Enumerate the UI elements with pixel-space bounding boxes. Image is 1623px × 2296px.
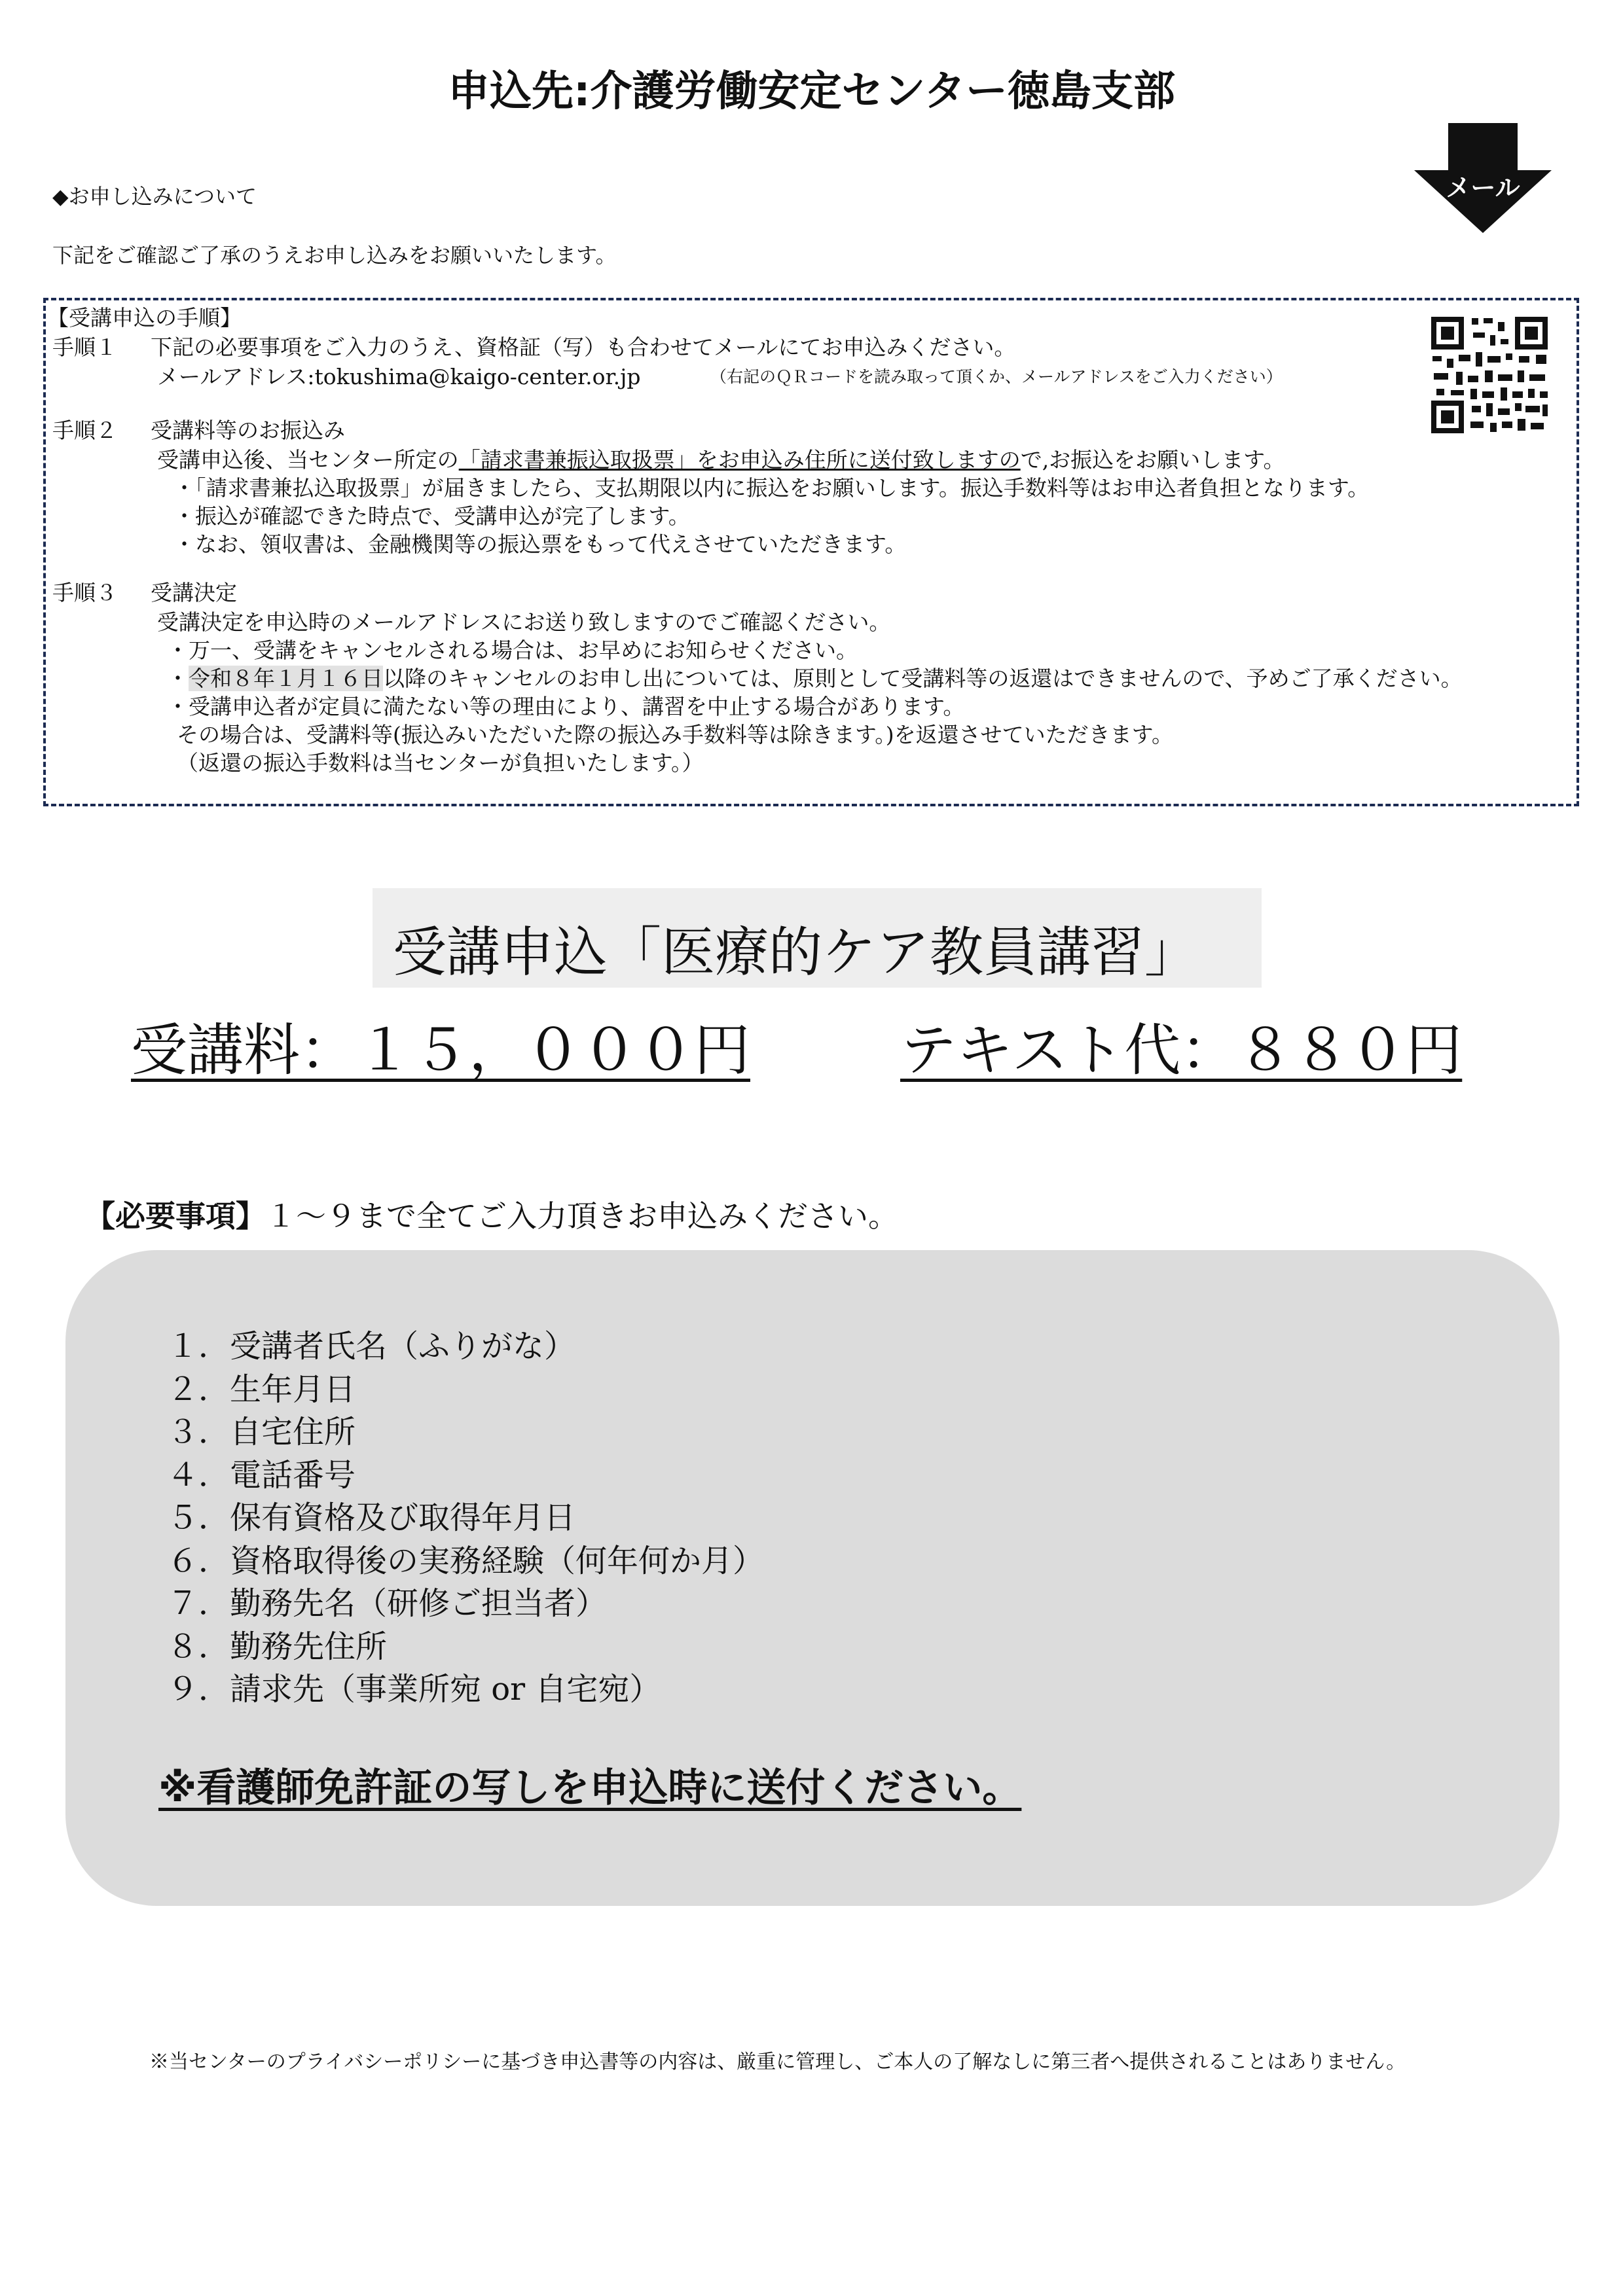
cancel-deadline-date: 令和８年１月１６日 xyxy=(189,666,383,691)
step1-text: 下記の必要事項をご入力のうえ、資格証（写）も合わせてメールにてお申込みください。 xyxy=(151,334,1016,360)
requirement-item: ２．生年月日 xyxy=(167,1371,356,1408)
requirement-item: ５．保有資格及び取得年月日 xyxy=(167,1499,576,1536)
step3-line3: ・令和８年１月１６日以降のキャンセルのお申し出については、原則として受講料等の返還はできませんので、予めご了承ください。 xyxy=(167,666,1463,691)
step3-line6: （返還の振込手数料は当センターが負担いたします。） xyxy=(177,750,704,776)
step3-line2: ・万一、受講をキャンセルされる場合は、お早めにお知らせください。 xyxy=(167,637,858,663)
step2-line1: 受講申込後、当センター所定の「請求書兼振込取扱票」をお申込み住所に送付致しますので,お振込をお願いします。 xyxy=(157,447,1285,473)
requirement-item: ９．請求先（事業所宛 or 自宅宛） xyxy=(167,1671,661,1708)
requirement-item: ６．資格取得後の実務経験（何年何か月） xyxy=(167,1542,765,1579)
step1-email[interactable]: メールアドレス:tokushima@kaigo-center.or.jp xyxy=(157,364,641,389)
step3-line5: その場合は、受講料等(振込みいただいた際の振込み手数料等は除きます。)を返還させていただきます。 xyxy=(177,722,1173,747)
mail-arrow-icon xyxy=(1414,123,1552,233)
tuition-fee: 受講料：１５，０００円 xyxy=(131,1018,750,1083)
step2-line2: ・「請求書兼払込取扱票」が届きましたら、支払期限以内に振込をお願いします。振込手数料等はお申込者負担となります。 xyxy=(173,475,1370,501)
procedure-heading: 【受講申込の手順】 xyxy=(47,305,242,331)
privacy-note: ※当センターのプライバシーポリシーに基づき申込書等の内容は、厳重に管理し、ご本人の了解なしに第三者へ提供されることはありません。 xyxy=(149,2051,1406,2073)
intro-heading: ◆お申し込みについて xyxy=(52,184,257,209)
requirements-heading: 【必要事項】１～９まで全てご入力頂きお申込みください。 xyxy=(85,1198,898,1234)
intro-text: 下記をご確認ご了承のうえお申し込みをお願いいたします。 xyxy=(52,243,617,268)
requirement-item: ８．勤務先住所 xyxy=(167,1628,388,1665)
step2-label: 手順２ xyxy=(52,418,117,443)
mail-arrow-label: メール xyxy=(1446,173,1520,202)
qr-code[interactable] xyxy=(1427,313,1552,437)
course-title: 受講申込「医療的ケア教員講習」 xyxy=(393,922,1199,984)
license-copy-notice: ※看護師免許証の写しを申込時に送付ください。 xyxy=(158,1765,1022,1811)
step2-invoice-underline: 「請求書兼振込取扱票」をお申込み住所に送付致しますの xyxy=(458,447,1021,473)
requirement-item: ７．勤務先名（研修ご担当者） xyxy=(167,1585,608,1622)
requirement-item: ４．電話番号 xyxy=(167,1456,356,1494)
requirement-item: ３．自宅住所 xyxy=(167,1414,356,1450)
step2-line3: ・振込が確認できた時点で、受講申込が完了します。 xyxy=(173,503,690,529)
step3-line4: ・受講申込者が定員に満たない等の理由により、講習を中止する場合があります。 xyxy=(167,694,965,719)
step1-label: 手順１ xyxy=(52,334,117,360)
step1-qr-note: （右記のＱＲコードを読み取って頂くか、メールアドレスをご入力ください） xyxy=(710,367,1283,386)
page-title: 申込先:介護労働安定センター徳島支部 xyxy=(447,67,1176,116)
step3-label: 手順３ xyxy=(52,580,117,605)
step3-line1: 受講決定を申込時のメールアドレスにお送り致しますのでご確認ください。 xyxy=(157,609,891,635)
textbook-fee: テキスト代：８８０円 xyxy=(900,1018,1463,1083)
requirement-item: １．受講者氏名（ふりがな） xyxy=(167,1328,576,1365)
step3-title: 受講決定 xyxy=(151,580,237,605)
step2-line4: ・なお、領収書は、金融機関等の振込票をもって代えさせていただきます。 xyxy=(173,531,907,557)
requirements-list xyxy=(167,1321,764,1707)
step2-title: 受講料等のお振込み xyxy=(151,418,345,443)
